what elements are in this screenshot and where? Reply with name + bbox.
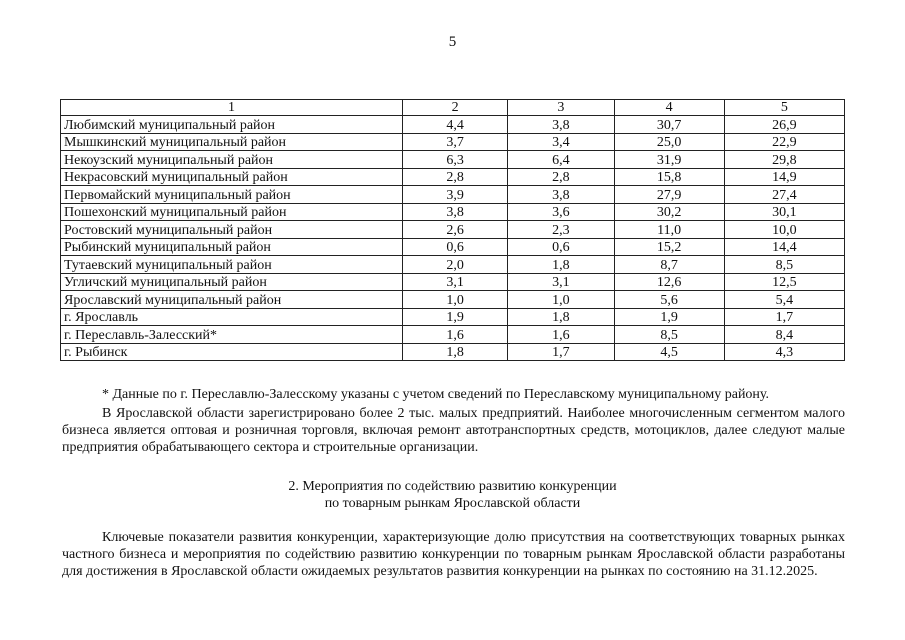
paragraph-small-business: В Ярославской области зарегистрировано более 2 тыс. малых предприятий. Наиболее многочисленным сегментом малого бизнеса является оптовая и розничная торговля, включая ремонт автотранспортных средств, мотоциклов, далее следуют малые предприятия обрабатывающего сектора и строительные организации. xyxy=(62,406,845,455)
value-cell: 2,8 xyxy=(403,168,508,186)
value-cell: 3,4 xyxy=(508,133,614,151)
header-cell: 2 xyxy=(403,100,508,116)
district-name-cell: г. Ярославль xyxy=(61,308,403,326)
value-cell: 30,2 xyxy=(614,203,724,221)
table-row xyxy=(61,256,845,274)
value-cell: 12,5 xyxy=(724,273,844,291)
table-row xyxy=(61,326,845,344)
value-cell: 3,6 xyxy=(508,203,614,221)
district-name-cell: г. Переславль-Залесский* xyxy=(61,326,403,344)
value-cell: 3,1 xyxy=(508,273,614,291)
page-number: 5 xyxy=(448,34,457,50)
value-cell: 4,3 xyxy=(724,343,844,361)
value-cell: 30,7 xyxy=(614,116,724,134)
district-name-cell: г. Рыбинск xyxy=(61,343,403,361)
value-cell: 1,7 xyxy=(508,343,614,361)
value-cell: 14,9 xyxy=(724,168,844,186)
value-cell: 6,3 xyxy=(403,151,508,169)
value-cell: 8,5 xyxy=(724,256,844,274)
statistics-table xyxy=(60,99,845,361)
section-heading xyxy=(0,478,905,512)
district-name-cell: Ярославский муниципальный район xyxy=(61,291,403,309)
value-cell: 30,1 xyxy=(724,203,844,221)
value-cell: 1,6 xyxy=(508,326,614,344)
table-row xyxy=(61,291,845,309)
value-cell: 1,9 xyxy=(614,308,724,326)
value-cell: 29,8 xyxy=(724,151,844,169)
value-cell: 4,4 xyxy=(403,116,508,134)
value-cell: 3,1 xyxy=(403,273,508,291)
value-cell: 5,6 xyxy=(614,291,724,309)
table-footnote: * Данные по г. Переславлю-Залесскому указаны с учетом сведений по Переславскому муниципальному району. xyxy=(102,387,770,402)
table-row xyxy=(61,186,845,204)
value-cell: 2,8 xyxy=(508,168,614,186)
value-cell: 27,9 xyxy=(614,186,724,204)
value-cell: 1,7 xyxy=(724,308,844,326)
table-row xyxy=(61,168,845,186)
value-cell: 4,5 xyxy=(614,343,724,361)
value-cell: 27,4 xyxy=(724,186,844,204)
district-name-cell: Первомайский муниципальный район xyxy=(61,186,403,204)
district-name-cell: Некоузский муниципальный район xyxy=(61,151,403,169)
value-cell: 6,4 xyxy=(508,151,614,169)
value-cell: 8,5 xyxy=(614,326,724,344)
header-cell: 4 xyxy=(614,100,724,116)
value-cell: 5,4 xyxy=(724,291,844,309)
table-row xyxy=(61,343,845,361)
table-row xyxy=(61,116,845,134)
value-cell: 2,0 xyxy=(403,256,508,274)
value-cell: 12,6 xyxy=(614,273,724,291)
table-body xyxy=(61,100,845,361)
header-cell: 3 xyxy=(508,100,614,116)
district-name-cell: Некрасовский муниципальный район xyxy=(61,168,403,186)
value-cell: 3,8 xyxy=(403,203,508,221)
table-header-row xyxy=(61,100,845,116)
value-cell: 2,3 xyxy=(508,221,614,239)
header-cell: 1 xyxy=(61,100,403,116)
value-cell: 14,4 xyxy=(724,238,844,256)
value-cell: 15,2 xyxy=(614,238,724,256)
table-row xyxy=(61,238,845,256)
district-name-cell: Тутаевский муниципальный район xyxy=(61,256,403,274)
value-cell: 2,6 xyxy=(403,221,508,239)
value-cell: 3,9 xyxy=(403,186,508,204)
table-row xyxy=(61,151,845,169)
district-name-cell: Мышкинский муниципальный район xyxy=(61,133,403,151)
value-cell: 3,8 xyxy=(508,116,614,134)
value-cell: 3,7 xyxy=(403,133,508,151)
district-name-cell: Ростовский муниципальный район xyxy=(61,221,403,239)
paragraph-key-indicators: Ключевые показатели развития конкуренции, характеризующие долю присутствия на соответствующих товарных рынках частного бизнеса и мероприятия по содействию развитию конкуренции по товарным рынкам Ярославской области разработаны для достижения в Ярославской области ожидаемых результатов развития конкуренции на рынках по состоянию на 31.12.2025. xyxy=(62,530,845,579)
value-cell: 22,9 xyxy=(724,133,844,151)
value-cell: 10,0 xyxy=(724,221,844,239)
section-heading-line: 2. Мероприятия по содействию развитию конкуренции xyxy=(288,479,617,494)
value-cell: 0,6 xyxy=(508,238,614,256)
table-row xyxy=(61,273,845,291)
value-cell: 1,6 xyxy=(403,326,508,344)
section-heading-line: по товарным рынкам Ярославской области xyxy=(324,496,581,511)
table-row xyxy=(61,308,845,326)
value-cell: 15,8 xyxy=(614,168,724,186)
value-cell: 26,9 xyxy=(724,116,844,134)
value-cell: 1,9 xyxy=(403,308,508,326)
value-cell: 1,8 xyxy=(508,256,614,274)
value-cell: 31,9 xyxy=(614,151,724,169)
value-cell: 11,0 xyxy=(614,221,724,239)
value-cell: 1,8 xyxy=(403,343,508,361)
value-cell: 3,8 xyxy=(508,186,614,204)
value-cell: 1,8 xyxy=(508,308,614,326)
district-name-cell: Рыбинский муниципальный район xyxy=(61,238,403,256)
district-name-cell: Пошехонский муниципальный район xyxy=(61,203,403,221)
value-cell: 1,0 xyxy=(508,291,614,309)
value-cell: 8,7 xyxy=(614,256,724,274)
value-cell: 0,6 xyxy=(403,238,508,256)
value-cell: 1,0 xyxy=(403,291,508,309)
header-cell: 5 xyxy=(724,100,844,116)
table-row xyxy=(61,203,845,221)
value-cell: 8,4 xyxy=(724,326,844,344)
district-name-cell: Угличский муниципальный район xyxy=(61,273,403,291)
table-row xyxy=(61,133,845,151)
district-name-cell: Любимский муниципальный район xyxy=(61,116,403,134)
value-cell: 25,0 xyxy=(614,133,724,151)
table-row xyxy=(61,221,845,239)
